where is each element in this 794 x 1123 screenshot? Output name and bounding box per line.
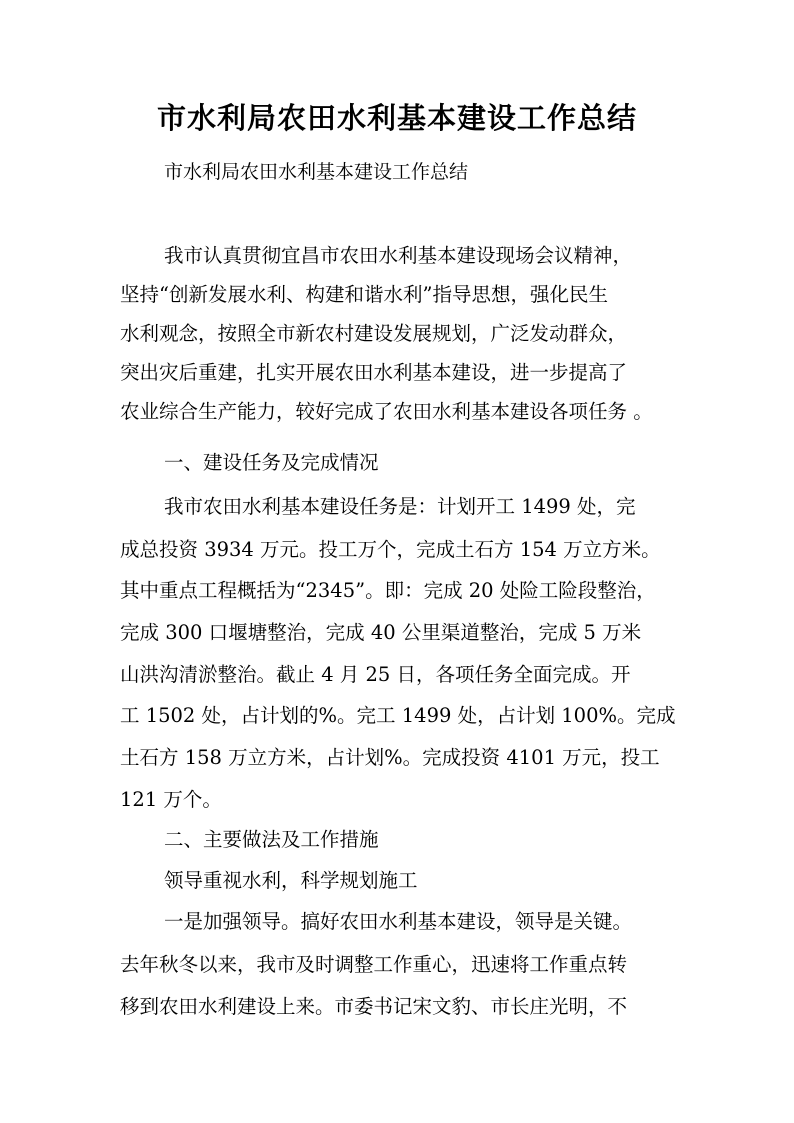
paragraph-line: 工 1502 处，占计划的%。完工 1499 处，占计划 100%。完成: [120, 704, 676, 727]
paragraph-line: 一是加强领导。搞好农田水利基本建设，领导是关键。: [164, 910, 633, 933]
document-subtitle: 市水利局农田水利基本建设工作总结: [164, 161, 469, 183]
paragraph-line: 坚持“创新发展水利、构建和谐水利”指导思想，强化民生: [120, 283, 608, 306]
paragraph-line: 完成 300 口堰塘整治，完成 40 公里渠道整治，完成 5 万米: [120, 621, 642, 644]
paragraph-line: 我市认真贯彻宜昌市农田水利基本建设现场会议精神，: [164, 244, 633, 267]
section-heading: 二、主要做法及工作措施: [164, 828, 379, 851]
paragraph-line: 水利观念，按照全市新农村建设发展规划，广泛发动群众，: [120, 322, 628, 345]
paragraph-line: 土石方 158 万立方米，占计划%。完成投资 4101 万元，投工: [120, 746, 660, 769]
paragraph-line: 我市农田水利基本建设任务是：计划开工 1499 处，完: [164, 495, 636, 518]
document-title: 市水利局农田水利基本建设工作总结: [156, 101, 637, 135]
paragraph-line: 其中重点工程概括为“2345”。即：完成 20 处险工险段整治，: [120, 579, 656, 602]
paragraph-line: 成总投资 3934 万元。投工万个，完成土石方 154 万立方米。: [120, 538, 661, 561]
paragraph-line: 移到农田水利建设上来。市委书记宋文豹、市长庄光明，不: [120, 995, 628, 1018]
paragraph-line: 121 万个。: [120, 788, 222, 811]
paragraph-line: 突出灾后重建，扎实开展农田水利基本建设，进一步提高了: [120, 361, 628, 384]
paragraph-line: 去年秋冬以来，我市及时调整工作重心，迅速将工作重点转: [120, 953, 628, 976]
paragraph-line: 山洪沟清淤整治。截止 4 月 25 日，各项任务全面完成。开: [120, 663, 631, 686]
section-heading: 一、建设任务及完成情况: [164, 451, 379, 474]
subsection-heading: 领导重视水利，科学规划施工: [164, 869, 418, 892]
paragraph-line: 农业综合生产能力，较好完成了农田水利基本建设各项任务 。: [120, 400, 653, 423]
